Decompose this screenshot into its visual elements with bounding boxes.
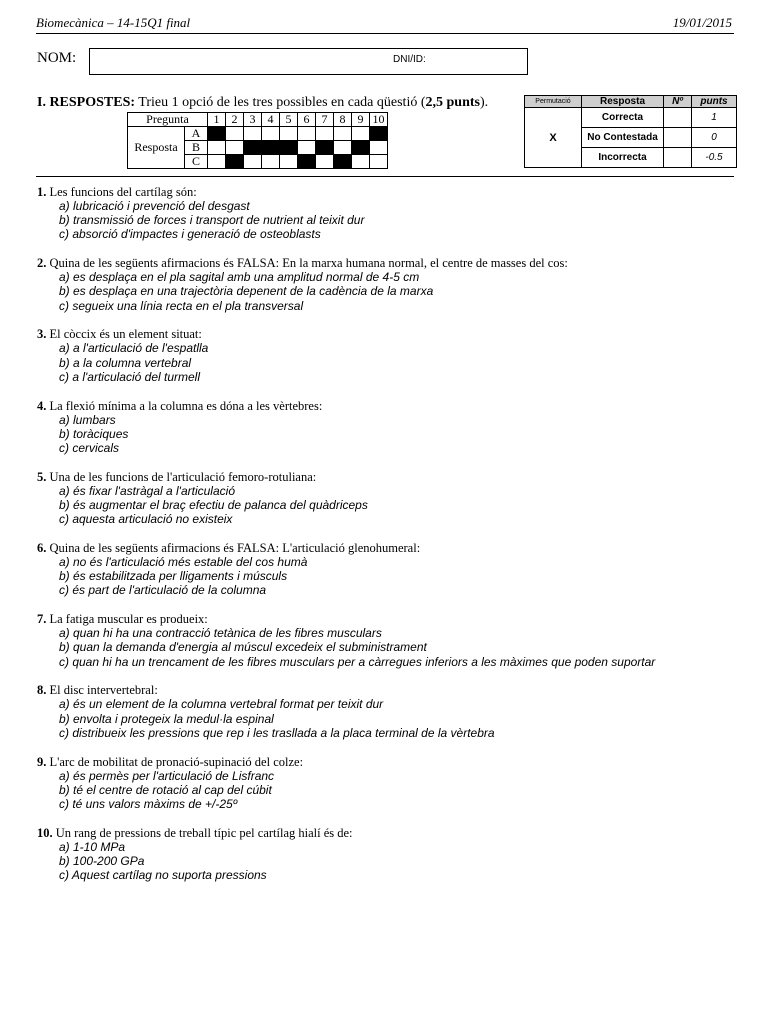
answer-cell[interactable]	[244, 127, 262, 141]
question-option: c) distribueix les pressions que rep i les trasllada a la placa terminal de la vèrtebra	[59, 725, 495, 740]
question-number: 10.	[37, 825, 53, 840]
answer-cell[interactable]	[208, 141, 226, 155]
question-stem	[37, 185, 737, 199]
question-option: b) 100-200 GPa	[59, 854, 145, 869]
question-option: c) absorció d'impactes i generació de osteoblasts	[59, 227, 321, 242]
question-text: Les funcions del cartílag són:	[49, 185, 197, 199]
question-stem	[37, 826, 737, 840]
permutation-value: X	[525, 108, 582, 168]
section-points: 2,5 punts	[425, 95, 480, 110]
question-number: 10	[370, 113, 388, 127]
question-number: 9	[352, 113, 370, 127]
answer-cell-marked[interactable]	[298, 155, 316, 169]
question-option: a) lubricació i prevenció del desgast	[59, 199, 250, 213]
answer-cell[interactable]	[280, 155, 298, 169]
question-item	[37, 256, 737, 313]
question-stem	[37, 683, 737, 697]
question-stem	[37, 256, 737, 270]
question-option: b) toràciques	[59, 426, 129, 441]
question-option: b) té el centre de rotació al cap del cúbit	[59, 782, 272, 797]
answer-cell-marked[interactable]	[226, 155, 244, 169]
question-text: Un rang de pressions de treball típic pel cartílag hialí és de:	[55, 825, 353, 840]
question-option: c) cervicals	[59, 441, 120, 456]
resposta-header: Resposta	[582, 96, 664, 108]
question-number: 2	[226, 113, 244, 127]
question-option: c) és part de l'articulació de la columna	[59, 583, 267, 598]
question-stem	[37, 541, 737, 555]
answer-cell[interactable]	[298, 141, 316, 155]
question-option: c) Aquest cartílag no suporta pressions	[59, 868, 267, 883]
question-number: 2.	[37, 256, 47, 271]
question-number: 9.	[37, 754, 47, 769]
question-option: b) és augmentar el braç efectiu de palanca del quàdriceps	[59, 498, 368, 513]
answer-cell[interactable]	[352, 155, 370, 169]
scoring-points: 0	[692, 128, 737, 148]
question-text: La flexió mínima a la columna es dóna a les vèrtebres:	[49, 398, 323, 413]
resposta-label: Resposta	[128, 127, 185, 169]
question-text: L'arc de mobilitat de pronació-supinació del colze:	[49, 754, 304, 769]
question-number: 7.	[37, 612, 47, 627]
scoring-label: Correcta	[582, 108, 664, 128]
question-option: a) 1-10 MPa	[59, 839, 126, 854]
scoring-row	[525, 108, 737, 128]
punts-header: punts	[692, 96, 737, 108]
answer-cell[interactable]	[316, 127, 334, 141]
dni-label: DNI/ID:	[393, 54, 426, 65]
question-number: 8	[334, 113, 352, 127]
question-number: 6.	[37, 541, 47, 556]
question-option: a) a l'articulació de l'espatlla	[59, 341, 209, 356]
answer-cell-marked[interactable]	[370, 127, 388, 141]
answer-grid-header-row	[128, 113, 388, 127]
question-option: c) a l'articulació del turmell	[59, 369, 201, 384]
question-text: El còccix és un element situat:	[49, 327, 202, 342]
num-header: Nº	[664, 96, 692, 108]
answer-grid	[127, 112, 388, 169]
question-number: 3.	[37, 327, 47, 342]
answer-cell[interactable]	[262, 127, 280, 141]
option-label: B	[185, 141, 208, 155]
question-option: b) quan la demanda d'energia al múscul excedeix el subministrament	[59, 640, 427, 655]
name-label: NOM:	[37, 50, 77, 66]
question-option: a) és un element de la columna vertebral format per teixit dur	[59, 697, 384, 712]
question-text: Una de les funcions de l'articulació femoro-rotuliana:	[49, 469, 317, 484]
question-item	[37, 327, 737, 384]
answer-cell[interactable]	[370, 141, 388, 155]
question-text: El disc intervertebral:	[49, 683, 158, 698]
answer-cell-marked[interactable]	[352, 141, 370, 155]
permutacio-header: Permutació	[525, 96, 582, 108]
scoring-points: 1	[692, 108, 737, 128]
question-option: c) té uns valors màxims de +/-25º	[59, 797, 238, 812]
answer-cell[interactable]	[226, 127, 244, 141]
question-option: a) es desplaça en el pla sagital amb una amplitud normal de 4-5 cm	[59, 270, 420, 285]
answer-cell[interactable]	[244, 155, 262, 169]
question-number: 6	[298, 113, 316, 127]
question-option: a) és fixar l'astràgal a l'articulació	[59, 483, 235, 498]
question-option: a) quan hi ha una contracció tetànica de les fibres musculars	[59, 626, 382, 641]
question-item	[37, 541, 737, 598]
question-option: c) aquesta articulació no existeix	[59, 512, 233, 527]
question-option: c) quan hi ha un trencament de les fibres musculars per a càrregues inferiors a les màximes que poden suportar	[59, 654, 656, 669]
name-field[interactable]	[89, 48, 528, 75]
scoring-label: No Contestada	[582, 128, 664, 148]
header-divider	[36, 33, 734, 34]
question-stem	[37, 399, 737, 413]
answer-cell-marked[interactable]	[334, 155, 352, 169]
answer-cell[interactable]	[352, 127, 370, 141]
question-text: La fatiga muscular es produeix:	[49, 612, 208, 627]
question-option: a) no és l'articulació més estable del cos humà	[59, 555, 308, 570]
question-stem	[37, 327, 737, 341]
question-number: 3	[244, 113, 262, 127]
answer-cell[interactable]	[370, 155, 388, 169]
question-option: b) es desplaça en una trajectòria depenent de la cadència de la marxa	[59, 284, 434, 299]
answer-cell-marked[interactable]	[280, 141, 298, 155]
question-number: 1	[208, 113, 226, 127]
answer-cell[interactable]	[280, 127, 298, 141]
question-item	[37, 399, 737, 456]
section-instruction: Trieu 1 opció de les tres possibles en cada qüestió (	[138, 95, 426, 110]
question-option: c) segueix una línia recta en el pla transversal	[59, 298, 304, 313]
scoring-points: -0.5	[692, 148, 737, 168]
question-number: 5.	[37, 469, 47, 484]
question-list	[37, 185, 737, 897]
answer-cell[interactable]	[262, 155, 280, 169]
answer-cell-marked[interactable]	[316, 141, 334, 155]
section-title	[37, 95, 488, 111]
question-number: 5	[280, 113, 298, 127]
answer-cell-marked[interactable]	[244, 141, 262, 155]
option-label: C	[185, 155, 208, 169]
answer-cell[interactable]	[298, 127, 316, 141]
question-option: b) envolta i protegeix la medul·la espinal	[59, 711, 274, 726]
question-text: Quina de les següents afirmacions és FALSA: L'articulació glenohumeral:	[49, 541, 421, 556]
scoring-count[interactable]	[664, 108, 692, 128]
question-option: b) a la columna vertebral	[59, 355, 192, 370]
question-item	[37, 612, 737, 669]
question-stem	[37, 612, 737, 626]
pregunta-label: Pregunta	[128, 113, 208, 127]
answer-cell[interactable]	[208, 155, 226, 169]
answer-cell-marked[interactable]	[208, 127, 226, 141]
exam-date: 19/01/2015	[672, 15, 732, 30]
scoring-label: Incorrecta	[582, 148, 664, 168]
question-option: a) lumbars	[59, 412, 116, 427]
question-number: 7	[316, 113, 334, 127]
question-option: a) és permès per l'articulació de Lisfranc	[59, 768, 275, 783]
question-item	[37, 185, 737, 242]
question-number: 1.	[37, 185, 47, 199]
section-number: I. RESPOSTES:	[37, 95, 136, 110]
course-title: Biomecànica – 14-15Q1 final	[36, 15, 191, 30]
scoring-count[interactable]	[664, 148, 692, 168]
answer-row-a	[128, 127, 388, 141]
question-item	[37, 755, 737, 812]
question-item	[37, 683, 737, 740]
section-instruction-close: ).	[479, 95, 489, 110]
answer-cell-marked[interactable]	[262, 141, 280, 155]
scoring-header-row	[525, 96, 737, 108]
question-option: b) és estabilitzada per lligaments i músculs	[59, 569, 288, 584]
question-number: 4.	[37, 398, 47, 413]
answer-cell[interactable]	[334, 127, 352, 141]
scoring-table	[524, 95, 737, 168]
section-divider	[36, 176, 734, 177]
question-stem	[37, 470, 737, 484]
scoring-count[interactable]	[664, 128, 692, 148]
answer-cell[interactable]	[334, 141, 352, 155]
answer-cell[interactable]	[316, 155, 334, 169]
option-label: A	[185, 127, 208, 141]
question-number: 4	[262, 113, 280, 127]
answer-cell[interactable]	[226, 141, 244, 155]
question-item	[37, 470, 737, 527]
question-option: b) transmissió de forces i transport de nutrient al teixit dur	[59, 213, 365, 228]
question-item	[37, 826, 737, 883]
question-text: Quina de les següents afirmacions és FALSA: En la marxa humana normal, el centre de masses del cos:	[49, 256, 568, 271]
question-number: 8.	[37, 683, 47, 698]
question-stem	[37, 755, 737, 769]
